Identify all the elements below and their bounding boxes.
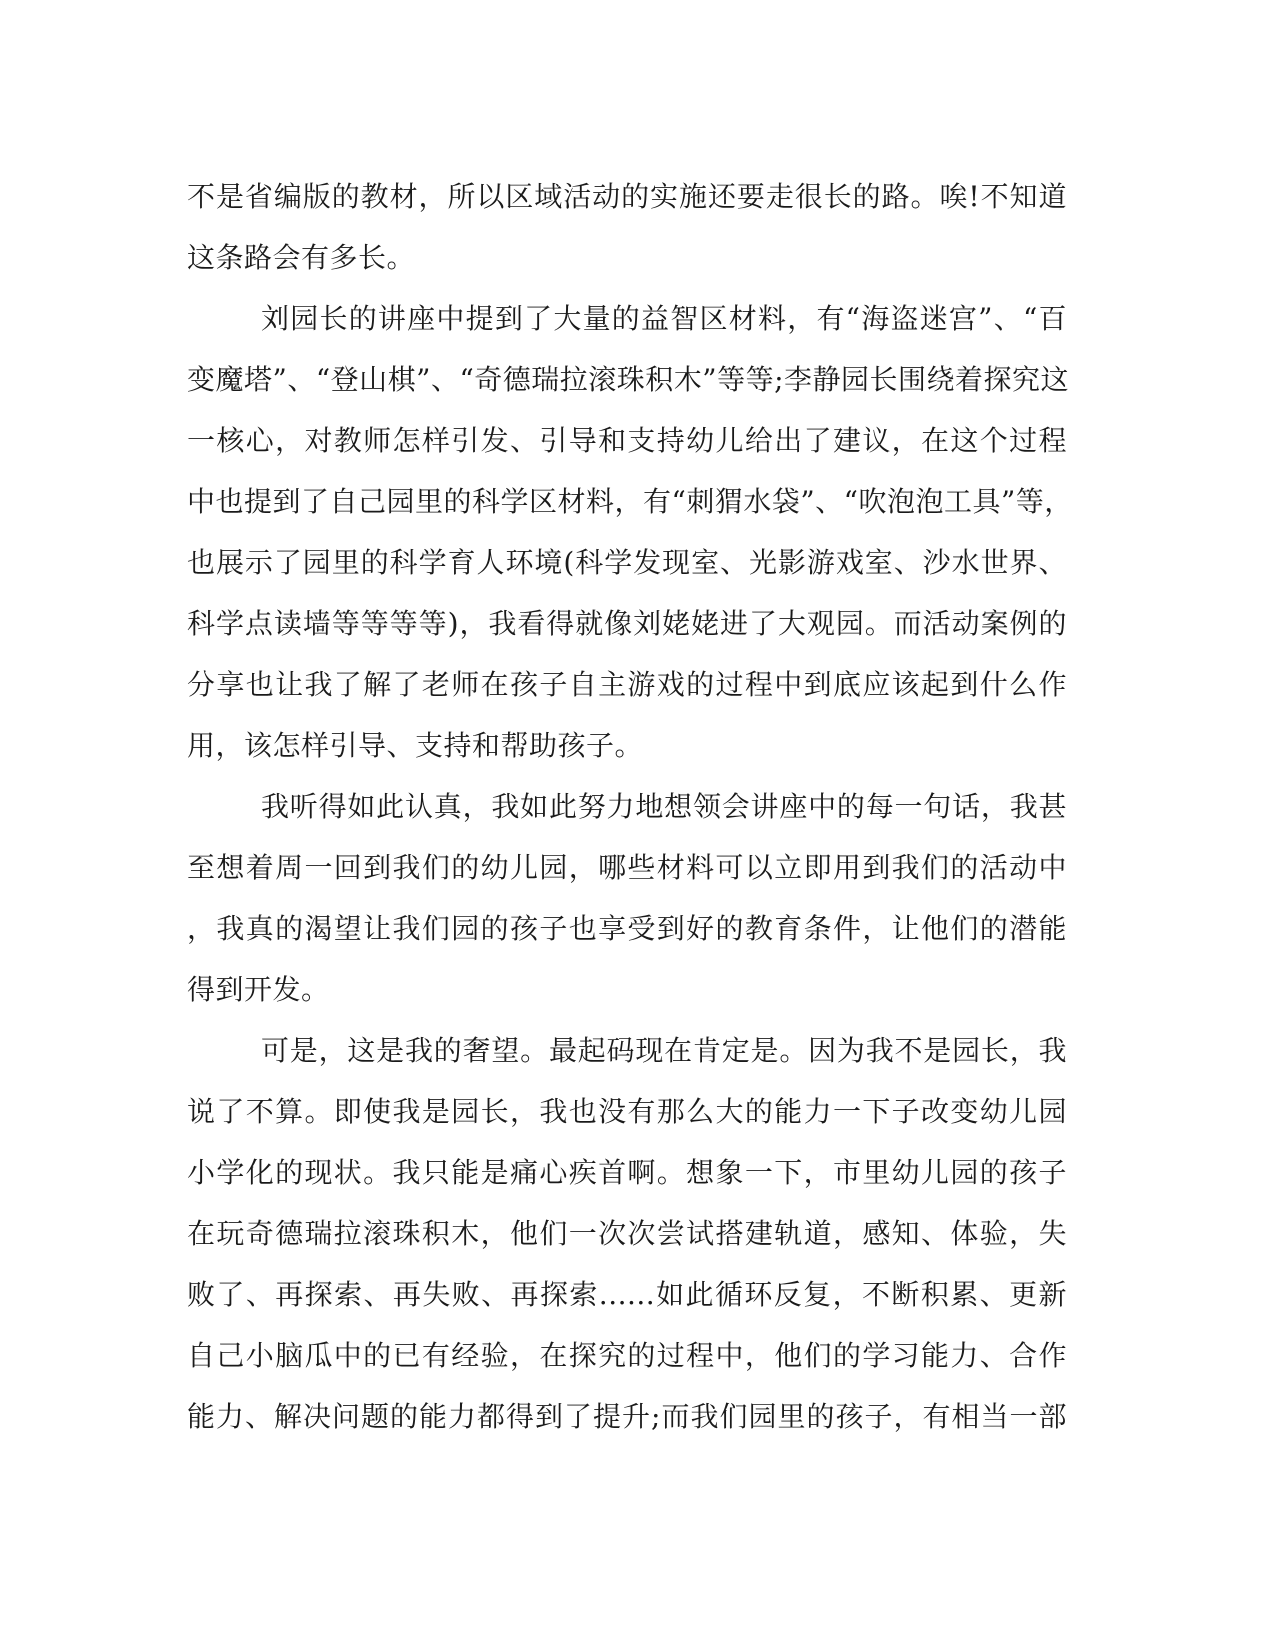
text-line: 分享也让我了解了老师在孩子自主游戏的过程中到底应该起到什么作 (187, 668, 1067, 701)
text-line: 一核心，对教师怎样引发、引导和支持幼儿给出了建议，在这个过程 (187, 424, 1067, 457)
text-line: 小学化的现状。我只能是痛心疾首啊。想象一下，市里幼儿园的孩子 (187, 1156, 1067, 1189)
text-line: 得到开发。 (187, 973, 330, 1006)
text-line: 中也提到了自己园里的科学区材料，有“刺猬水袋”、“吹泡泡工具”等， (187, 485, 1073, 518)
text-line: 说了不算。即使我是园长，我也没有那么大的能力一下子改变幼儿园 (187, 1095, 1067, 1128)
text-line: 我听得如此认真，我如此努力地想领会讲座中的每一句话，我甚 (261, 790, 1067, 823)
text-line: 变魔塔”、“登山棋”、“奇德瑞拉滚珠积木”等等;李静园长围绕着探究这 (187, 363, 1070, 396)
text-line: 也展示了园里的科学育人环境(科学发现室、光影游戏室、沙水世界、 (187, 546, 1067, 579)
text-line: 可是，这是我的奢望。最起码现在肯定是。因为我不是园长，我 (261, 1034, 1067, 1067)
text-line: 用，该怎样引导、支持和帮助孩子。 (187, 729, 644, 762)
text-line: 败了、再探索、再失败、再探索......如此循环反复，不断积累、更新 (187, 1278, 1067, 1311)
text-line: 自己小脑瓜中的已有经验，在探究的过程中，他们的学习能力、合作 (187, 1339, 1067, 1372)
text-line: 科学点读墙等等等等)，我看得就像刘姥姥进了大观园。而活动案例的 (187, 607, 1067, 640)
text-line: 至想着周一回到我们的幼儿园，哪些材料可以立即用到我们的活动中 (187, 851, 1067, 884)
text-line: 能力、解决问题的能力都得到了提升;而我们园里的孩子，有相当一部 (187, 1400, 1067, 1433)
text-line: ，我真的渴望让我们园的孩子也享受到好的教育条件，让他们的潜能 (187, 912, 1067, 945)
text-line: 这条路会有多长。 (187, 241, 416, 274)
body-text (187, 166, 1073, 1447)
text-line: 刘园长的讲座中提到了大量的益智区材料，有“海盗迷宫”、“百 (261, 302, 1067, 335)
text-line: 不是省编版的教材，所以区域活动的实施还要走很长的路。唉!不知道 (187, 180, 1067, 213)
text-line: 在玩奇德瑞拉滚珠积木，他们一次次尝试搭建轨道，感知、体验，失 (187, 1217, 1067, 1250)
